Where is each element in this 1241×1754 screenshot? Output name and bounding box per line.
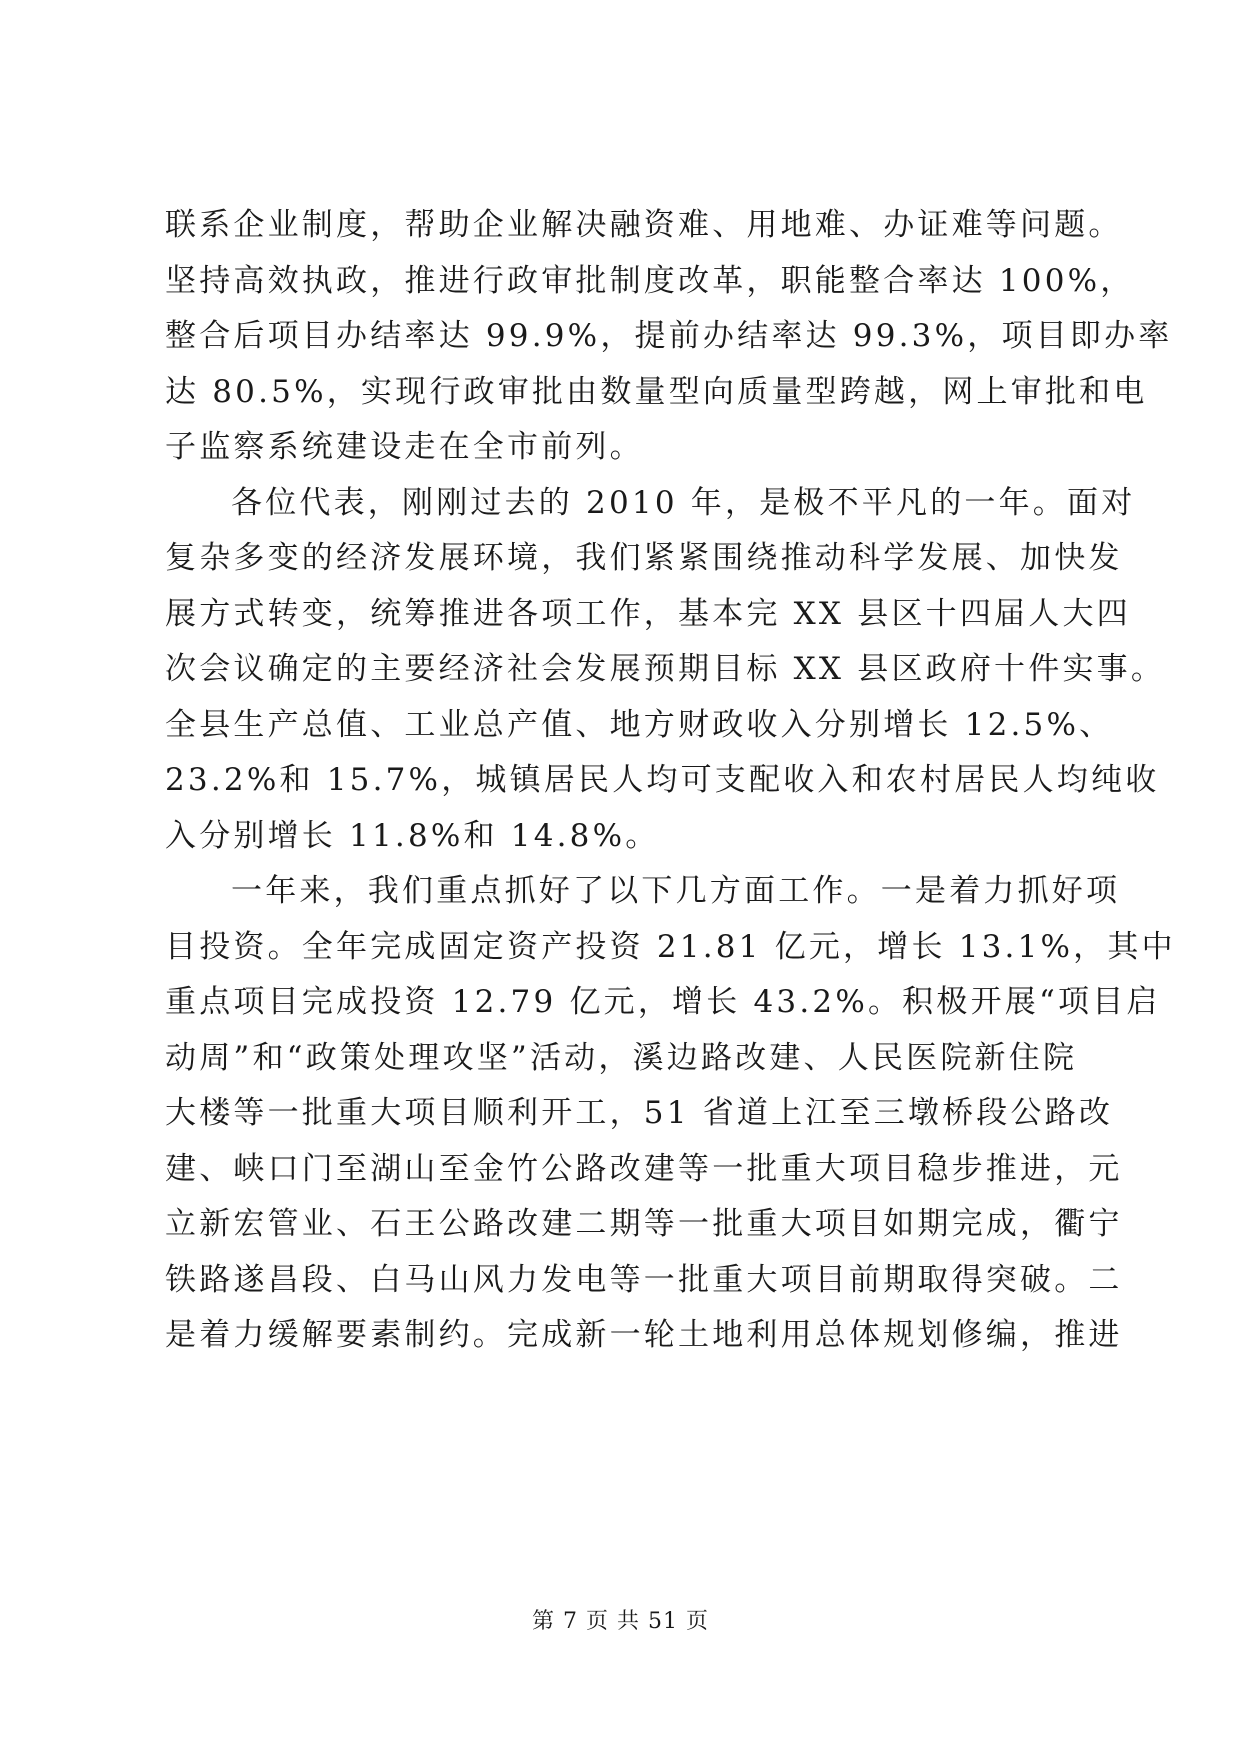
text-line: 重点项目完成投资 12.79 亿元，增长 43.2%。积极开展“项目启	[165, 984, 1161, 1020]
text-line: 目投资。全年完成固定资产投资 21.81 亿元，增长 13.1%，其中	[165, 928, 1176, 965]
document-body	[165, 198, 1176, 1364]
text-line: 次会议确定的主要经济社会发展预期目标 XX 县区政府十件实事。	[165, 651, 1166, 687]
text-line: 展方式转变，统筹推进各项工作，基本完 XX 县区十四届人大四	[165, 595, 1131, 632]
page-number-footer: 第 7 页 共 51 页	[532, 1609, 709, 1634]
text-line: 立新宏管业、石王公路改建二期等一批重大项目如期完成，衢宁	[165, 1206, 1123, 1242]
text-line: 是着力缓解要素制约。完成新一轮土地利用总体规划修编，推进	[165, 1317, 1123, 1353]
paragraph-first-line: 各位代表，刚刚过去的 2010 年，是极不平凡的一年。面对	[231, 484, 1136, 521]
text-line: 建、峡口门至湖山至金竹公路改建等一批重大项目稳步推进，元	[165, 1150, 1123, 1187]
text-line: 达 80.5%，实现行政审批由数量型向质量型跨越，网上审批和电	[165, 373, 1148, 410]
text-line: 动周”和“政策处理攻坚”活动，溪边路改建、人民医院新住院	[165, 1039, 1078, 1076]
text-line: 全县生产总值、工业总产值、地方财政收入分别增长 12.5%、	[165, 706, 1114, 743]
text-line: 复杂多变的经济发展环境，我们紧紧围绕推动科学发展、加快发	[165, 540, 1123, 576]
paragraph-first-line: 一年来，我们重点抓好了以下几方面工作。一是着力抓好项	[231, 873, 1121, 909]
text-line: 子监察系统建设走在全市前列。	[165, 429, 644, 465]
text-line: 整合后项目办结率达 99.9%，提前办结率达 99.3%，项目即办率	[165, 318, 1173, 354]
text-line: 大楼等一批重大项目顺利开工，51 省道上江至三墩桥段公路改	[165, 1095, 1114, 1131]
text-line: 23.2%和 15.7%，城镇居民人均可支配收入和农村居民人均纯收	[165, 762, 1160, 798]
text-line: 坚持高效执政，推进行政审批制度改革，职能整合率达 100%，	[165, 262, 1135, 299]
text-line: 联系企业制度，帮助企业解决融资难、用地难、办证难等问题。	[165, 207, 1123, 243]
text-line: 铁路遂昌段、白马山风力发电等一批重大项目前期取得突破。二	[165, 1261, 1123, 1298]
text-line: 入分别增长 11.8%和 14.8%。	[165, 817, 660, 854]
